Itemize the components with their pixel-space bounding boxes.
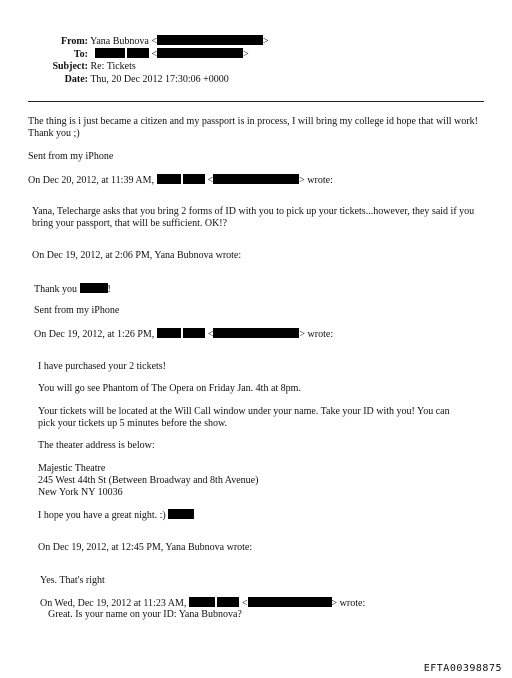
redaction-box [80, 283, 108, 293]
subject-label: Subject: [52, 61, 88, 72]
redaction-box [157, 48, 243, 58]
theater-intro: The theater address is below: [38, 440, 155, 451]
quote-1-text-b: bring your passport, that will be sufficient. OK!? [32, 218, 228, 229]
phantom-line: You will go see Phantom of The Opera on Friday Jan. 4th at 8pm. [38, 383, 301, 394]
yes-line: Yes. That's right [40, 575, 105, 586]
header-separator [28, 101, 484, 102]
quote-header-open: < [207, 175, 214, 186]
to-tail: > [243, 49, 249, 60]
address-line-2: 245 West 44th St (Between Broadway and 8th Avenue) [38, 475, 259, 486]
from-label: From: [60, 36, 88, 47]
date-value: Thu, 20 Dec 2012 17:30:06 +0000 [90, 74, 229, 85]
to-label: To: [73, 49, 88, 60]
sent-from-iphone-2: Sent from my iPhone [34, 305, 120, 316]
address-line-1: Majestic Theatre [38, 463, 106, 474]
redaction-box [168, 509, 194, 519]
header-from [34, 35, 269, 48]
header-date [34, 74, 229, 86]
great-night-line [38, 509, 194, 522]
great-question-line: Great. Is your name on your ID: Yana Bubnova? [48, 609, 242, 620]
paragraph-1: The thing is i just became a citizen and my passport is in process, I will bring my college id hope that will work! [28, 116, 478, 127]
redaction-box [213, 174, 299, 184]
redaction-box [127, 48, 149, 58]
redaction-box [217, 597, 239, 607]
address-line-3: New York NY 10036 [38, 487, 123, 498]
bates-number: EFTA00398875 [423, 663, 502, 674]
quote-header-open: < [207, 329, 214, 340]
redaction-box [189, 597, 215, 607]
from-tail: > [263, 36, 269, 47]
to-open: < [151, 49, 158, 60]
thank-you-tail: ! [107, 284, 111, 295]
paragraph-1b: Thank you ;) [28, 128, 80, 139]
quote-header-wrote: > wrote: [331, 598, 366, 609]
quote-header-3 [34, 328, 333, 341]
redaction-box [183, 328, 205, 338]
quote-header-4: On Dec 19, 2012, at 12:45 PM, Yana Bubnova wrote: [38, 542, 253, 553]
subject-value: Re: Tickets [90, 61, 136, 72]
redaction-box [157, 174, 181, 184]
from-value: Yana Bubnova < [90, 36, 157, 47]
purchased-line: I have purchased your 2 tickets! [38, 361, 167, 372]
thank-you-text: Thank you [34, 284, 78, 295]
redaction-box [248, 597, 332, 607]
redaction-box [95, 48, 125, 58]
date-label: Date: [64, 74, 88, 85]
quote-header-wrote: > wrote: [299, 175, 333, 186]
quote-header-2: On Dec 19, 2012, at 2:06 PM, Yana Bubnova wrote: [32, 250, 242, 261]
redaction-box [183, 174, 205, 184]
great-night-text: I hope you have a great night. :) [38, 510, 166, 521]
quote-header-text: On Dec 20, 2012, at 11:39 AM, [28, 175, 155, 186]
willcall-line-a: Your tickets will be located at the Will Call window under your name. Take your ID with you! You can [38, 406, 450, 417]
redaction-box [157, 328, 181, 338]
quote-header-text: On Wed, Dec 19, 2012 at 11:23 AM, [40, 598, 187, 609]
header-to [34, 48, 249, 61]
quote-header-wrote: > wrote: [299, 329, 334, 340]
quote-1-text: Yana, Telecharge asks that you bring 2 forms of ID with you to pick up your tickets...however, they said if you [32, 206, 475, 217]
quote-header-open: < [241, 598, 248, 609]
sent-from-iphone: Sent from my iPhone [28, 151, 114, 162]
header-subject [34, 61, 136, 73]
redaction-box [157, 35, 263, 45]
willcall-line-b: pick your tickets up 5 minutes before the show. [38, 418, 228, 429]
redaction-box [213, 328, 299, 338]
quote-header-text: On Dec 19, 2012, at 1:26 PM, [34, 329, 155, 340]
quote-header-1 [28, 174, 333, 187]
thank-you-line [34, 283, 111, 296]
